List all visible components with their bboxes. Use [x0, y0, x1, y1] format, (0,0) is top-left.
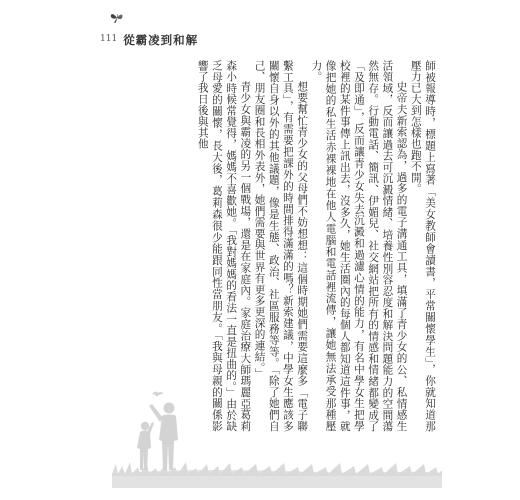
butterfly-icon: [110, 12, 124, 24]
paragraph-4: 青少女與霸凌的另一個戰場，還是在家庭內。家庭治療大師瑪麗亞葛莉森小時候常覺得，媽媽不喜歡她。「我對媽媽的看法一直是扭曲的。」由於缺乏母愛的關懷，長大後，葛莉森很少能跟同性當朋友。「我與母親的關係影響了我日後與其他: [196, 60, 252, 432]
paragraph-1: 師被報導時，標題上寫著「美女教師會讀書，平常關懷學生」，你就知道那壓力已大到怎樣也跑不開。: [409, 60, 436, 432]
adult-and-child-silhouette: [112, 370, 442, 488]
paragraph-2: 史帝夫新索認為，過多的電子溝通工具，填滿了青少女的公、私情感生活領域，反而讓過去可沉澱情緒、培養性別容忍度和解決問題能力的空間蕩然無存。行動電話、簡訊、伊媚兒、社交網站把所有的情感和情緒都變成了「及即通」，反而讓青少女失去沉澱和過濾心情的能力，有名中學女生把學校裡的某件事傳上訊出去，沒多久，她生活圈內的每個人都知道這件事，就像把她的私生活赤裸裸地在他人電腦和電話裡流傳，讓她無法承受那種壓力。: [310, 60, 408, 432]
book-title: 從霸凌到和解: [123, 32, 199, 47]
paragraph-3: 想要幫忙青少女的父母們不妨想想：這個時期她們需要這麼多「電子聯繫工具」，有需要把課外的時間排得滿滿的嗎？新索建議，中學女生應該多關懷自身以外的其他議題，像是生態、政治、社區服務等等。「除了她們自己、朋友圈和長相外表外，她們需要與世界有更多更深的連結。」: [253, 60, 309, 432]
running-header: [100, 22, 198, 46]
page-number: 111: [100, 34, 118, 44]
